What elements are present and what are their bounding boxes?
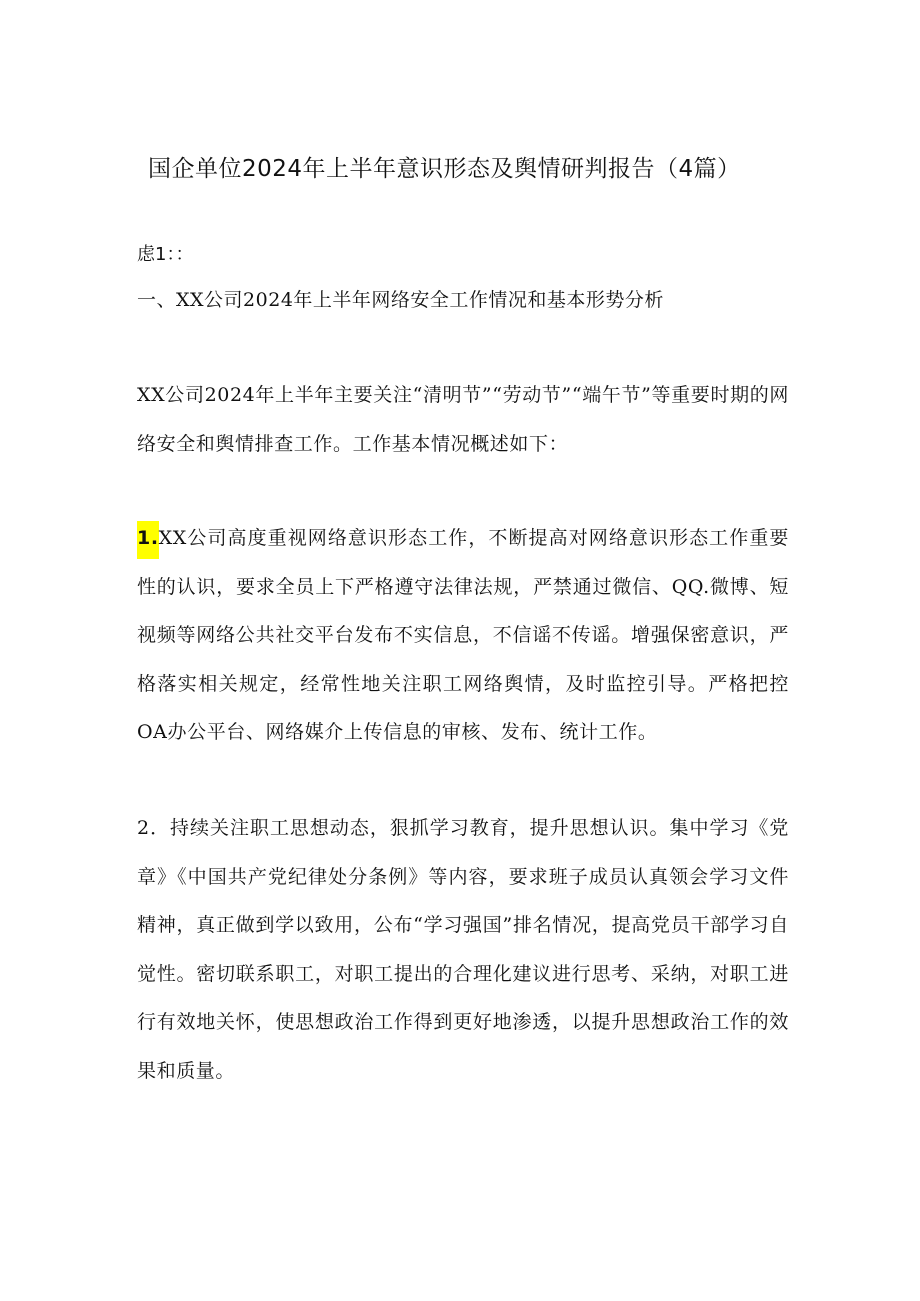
section-label: 虑1：： xyxy=(137,244,194,265)
highlighted-list-marker: 1. xyxy=(137,521,159,559)
document-title: 国企单位2024年上半年意识形态及舆情研判报告（4篇） xyxy=(148,156,741,182)
paragraph-item-1-body: XX公司高度重视网络意识形态工作，不断提高对网络意识形态工作重要性的认识，要求全员上下严格遵守法律法规，严禁通过微信、QQ.微博、短视频等网络公共社交平台发布不实信息，不信谣不传谣。增强保密意识，严格落实相关规定，经常性地关注职工网络舆情，及时监控引导。严格把控OA办公平台、网络媒介上传信息的审核、发布、统计工作。 xyxy=(137,527,789,743)
paragraph-item-1 xyxy=(137,514,789,757)
paragraph-intro: XX公司2024年上半年主要关注“清明节”“劳动节”“端午节”等重要时期的网络安全和舆情排查工作。工作基本情况概述如下： xyxy=(137,384,789,455)
paragraph-item-2: 2．持续关注职工思想动态，狠抓学习教育，提升思想认识。集中学习《党章》《中国共产党纪律处分条例》等内容，要求班子成员认真领会学习文件精神，真正做到学以致用，公布“学习强国”排名情况，提高党员干部学习自觉性。密切联系职工，对职工提出的合理化建议进行思考、采纳，对职工进行有效地关怀，使思想政治工作得到更好地渗透，以提升思想政治工作的效果和质量。 xyxy=(137,817,789,1082)
section-heading: 一、XX公司2024年上半年网络安全工作情况和基本形势分析 xyxy=(137,289,664,311)
